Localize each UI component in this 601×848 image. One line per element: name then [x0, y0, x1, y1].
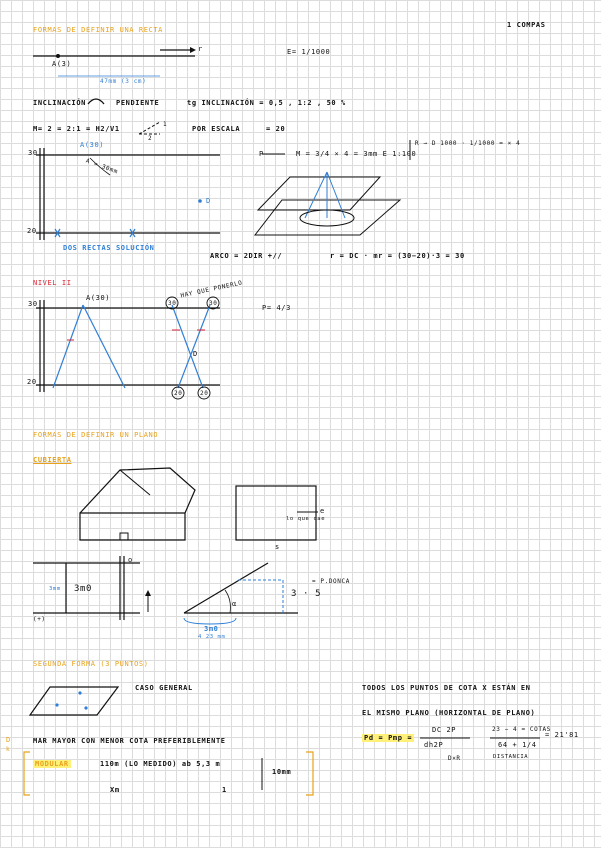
frac2-top: 23 − 4 = COTAS	[492, 726, 551, 733]
lo-que-cae-note: lo que cae	[286, 516, 326, 522]
point-d-label: D	[206, 197, 211, 205]
alpha-label: α	[232, 600, 237, 608]
scale-label: E= 1/1000	[287, 48, 331, 56]
point-a-label: A(3)	[52, 60, 72, 68]
plane-upper	[258, 177, 380, 210]
a30-label: A(30)	[80, 141, 105, 149]
result-label: = 21'81	[545, 731, 579, 739]
caso-general-label: CASO GENERAL	[135, 684, 193, 692]
page-corner-note: 1 COMPAS	[507, 21, 546, 29]
house-door	[120, 533, 128, 540]
modular-row-2a: Xm	[110, 786, 120, 794]
inclinacion-label: INCLINACIÓN	[33, 99, 86, 107]
three-five-label: 3 · 5	[291, 589, 322, 599]
section-title-recta: FORMAS DE DEFINIR UNA RECTA	[33, 26, 163, 34]
mayor-menor-text: MAR MAYOR CON MENOR COTA PREFERIBLEMENTE	[33, 737, 226, 745]
n2-blue-2	[83, 305, 125, 388]
frac-bottom: dh2P	[424, 741, 444, 749]
section-title-tres-puntos: SEGUNDA FORMA (3 PUNTOS)	[33, 660, 149, 668]
margin-d-label: D	[6, 736, 11, 744]
tri-dashed	[238, 580, 283, 613]
cubierta-label: CUBIERTA	[33, 456, 72, 464]
tri-brace	[184, 618, 236, 624]
dos-rectas-label: DOS RECTAS SOLUCIÓN	[63, 244, 155, 252]
small-two: 2	[148, 135, 153, 142]
m-formula: M = 3/4 × 4 = 3mm E 1:100	[296, 150, 417, 158]
house-ridge	[120, 470, 150, 495]
distance-label: 47mm (3 cm)	[100, 78, 147, 85]
pt-3	[84, 706, 87, 709]
pd-highlight: Pd = Pmp =	[364, 734, 413, 742]
left-bracket	[24, 752, 30, 795]
elev-up-arrowhead	[145, 590, 151, 596]
three-m0-label: 3m0	[74, 584, 93, 594]
n2-level-20-label: 20	[27, 378, 37, 386]
n2-circle-20b-label: 20	[200, 390, 209, 397]
bottom-3m0-label: 3m0	[204, 625, 219, 633]
small-one: 1	[163, 121, 168, 128]
modular-row-2b: 1	[222, 786, 227, 794]
n2-circle-30b-label: 30	[209, 300, 218, 307]
plan-e-label: e	[320, 507, 325, 515]
recta-arrowhead	[190, 47, 196, 53]
pdc-label: = P.DONCA	[312, 578, 350, 585]
n2-blue-3	[172, 305, 203, 388]
frac-top: DC 2P	[432, 726, 457, 734]
point-a-dot	[56, 54, 60, 58]
p-label: P	[259, 150, 264, 158]
incl-curve	[88, 99, 104, 104]
r-to-d-formula: R → D 1000 · 1/1000 = × 4	[415, 140, 521, 147]
modular-highlight: MODULAR	[35, 760, 69, 768]
bottom-mm-label: 4 23 mm	[198, 634, 226, 640]
pt-2	[55, 703, 58, 706]
hay-que-note: HAY QUE PONERLO	[179, 279, 244, 300]
m-equation: M= 2 = 2:1 = H2/V1	[33, 125, 120, 133]
modular-row-1: 110m (LO MEDIDO) ab 5,3 m	[100, 760, 221, 768]
house-front	[80, 513, 185, 540]
tri-angle	[225, 590, 230, 613]
paren-label: (+)	[33, 616, 46, 623]
n2-blue-1	[53, 305, 83, 388]
modular-10mm: 10mm	[272, 768, 292, 776]
small-mm-label: 3mm	[49, 586, 61, 592]
arco-label: ARCO = 2DIR +//	[210, 252, 283, 260]
mismo-plano-text: EL MISMO PLANO (HORIZONTAL DE PLANO)	[362, 709, 536, 717]
inclinacion-equation: tg INCLINACIÓN = 0,5 , 1:2 , 50 %	[187, 99, 346, 107]
n2-level-30-label: 30	[28, 300, 38, 308]
n2-blue-4	[178, 305, 210, 388]
margin-k-label: k	[6, 746, 11, 753]
recta-r-label: r	[198, 45, 203, 53]
distance-note: A = 30mm	[84, 157, 119, 176]
n2-d-label: D	[193, 350, 198, 358]
slope-triangle	[139, 122, 160, 134]
n2-a30-label: A(30)	[86, 294, 111, 302]
level-30-label: 30	[28, 149, 38, 157]
distancia-label: DISTANCIA	[493, 754, 529, 760]
p-43-label: P= 4/3	[262, 304, 291, 312]
n2-circle-20a-label: 20	[174, 390, 183, 397]
point-d-dot	[198, 199, 202, 203]
pendiente-label: PENDIENTE	[116, 99, 160, 107]
nivel-ii-title: NIVEL II	[33, 279, 72, 287]
n2-circle-30a-label: 30	[168, 300, 177, 307]
right-bracket	[306, 752, 313, 795]
level-20-label: 20	[27, 227, 37, 235]
twenty-label: = 20	[266, 125, 286, 133]
tri-hyp	[184, 563, 268, 613]
section-title-plano: FORMAS DE DEFINIR UN PLANO	[33, 431, 159, 439]
todos-los-puntos-text: TODOS LOS PUNTOS DE COTA X ESTÁN EN	[362, 684, 531, 692]
pt-1	[78, 691, 81, 694]
dxr-label: D×R	[448, 755, 461, 762]
house-roof	[80, 468, 195, 513]
plan-rect	[236, 486, 316, 540]
por-escala-label: POR ESCALA	[192, 125, 241, 133]
parallelogram	[30, 687, 118, 715]
elev-o-label: o	[128, 556, 133, 564]
r-equation: r = DC · mr = (30−20)·3 = 30	[330, 252, 465, 260]
frac2-bottom: 64 + 1/4	[498, 741, 537, 749]
plan-s-label: s	[275, 543, 280, 551]
